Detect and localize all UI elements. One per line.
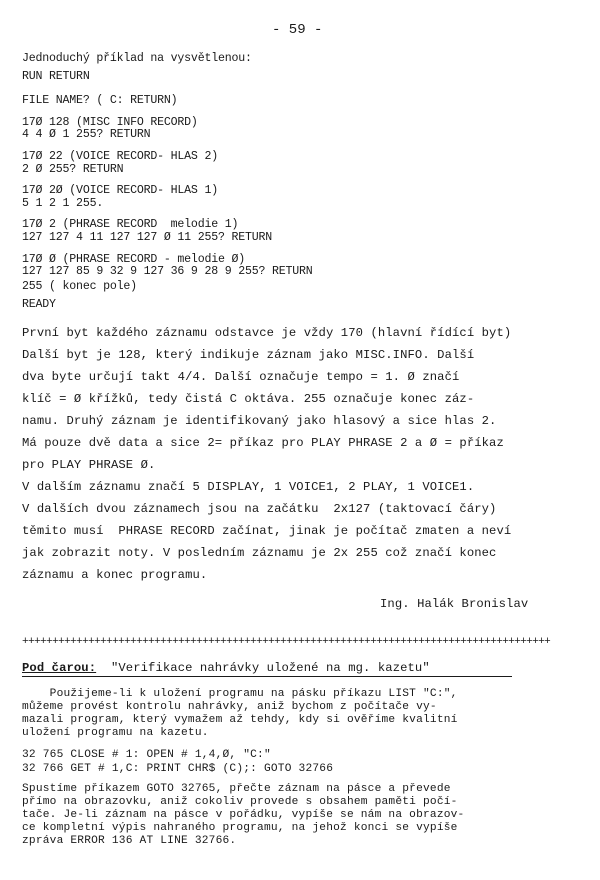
section-title: "Verifikace nahrávky uložené na mg. kazetu" (110, 661, 430, 675)
example-line: 5 1 2 1 255. (22, 197, 104, 210)
paragraph-line: uložení programu na kazetu. (22, 727, 209, 739)
example-line: 255 ( konec pole) (22, 280, 137, 293)
page-number: - 59 - (272, 22, 323, 38)
example-line: FILE NAME? ( C: RETURN) (22, 94, 178, 107)
explanation-line: namu. Druhý záznam je identifikovaný jako hlasový a sice hlas 2. (22, 414, 497, 428)
section-heading (22, 661, 430, 675)
paragraph-line: mazali program, který vymažem až tehdy, kdy si ověříme kvalitní (22, 714, 458, 726)
explanation-line: klíč = Ø křížků, tedy čistá C oktáva. 255 označuje konec záz- (22, 392, 475, 406)
paragraph-line: můžeme provést kontrolu nahrávky, aniž bychom z počítače vy- (22, 701, 437, 713)
example-line: 17Ø 22 (VOICE RECORD- HLAS 2) (22, 150, 218, 163)
example-line: READY (22, 298, 56, 311)
author-signature: Ing. Halák Bronislav (380, 597, 529, 611)
explanation-line: V dalším záznamu značí 5 DISPLAY, 1 VOICE1, 2 PLAY, 1 VOICE1. (22, 480, 475, 494)
heading-rule (22, 676, 512, 677)
example-intro: Jednoduchý příklad na vysvětlenou: (22, 52, 252, 65)
explanation-line: pro PLAY PHRASE Ø. (22, 458, 156, 472)
explanation-line: záznamu a konec programu. (22, 568, 208, 582)
example-line: 4 4 Ø 1 255? RETURN (22, 128, 151, 141)
paragraph-line: tače. Je-li záznam na pásce v pořádku, vypíše se nám na obrazov- (22, 809, 465, 821)
explanation-line: jak zobrazit noty. V posledním záznamu je 2x 255 což značí konec (22, 546, 497, 560)
example-line: RUN RETURN (22, 70, 90, 83)
paragraph-line: ce kompletní výpis nahraného programu, na jehož konci se vypíše (22, 822, 458, 834)
code-line: 32 766 GET # 1,C: PRINT CHR$ (C);: GOTO 32766 (22, 763, 334, 775)
paragraph-line: Spustíme příkazem GOTO 32765, přečte záznam na pásce a převede (22, 783, 451, 795)
explanation-line: dva byte určují takt 4/4. Další označuje tempo = 1. Ø značí (22, 370, 460, 384)
example-line: 2 Ø 255? RETURN (22, 163, 124, 176)
paragraph-line: přímo na obrazovku, aniž cokoliv provede s obsahem paměti počí- (22, 796, 458, 808)
example-line: 17Ø 128 (MISC INFO RECORD) (22, 116, 198, 129)
example-line: 17Ø 2Ø (VOICE RECORD- HLAS 1) (22, 184, 218, 197)
code-line: 32 765 CLOSE # 1: OPEN # 1,4,Ø, "C:" (22, 749, 271, 761)
paragraph-line: zpráva ERROR 136 AT LINE 32766. (22, 835, 237, 847)
paragraph-line: Použijeme-li k uložení programu na pásku příkazu LIST "C:", (22, 688, 458, 700)
example-line: 17Ø 2 (PHRASE RECORD melodie 1) (22, 218, 239, 231)
explanation-line: těmito musí PHRASE RECORD začínat, jinak je počítač zmaten a neví (22, 524, 512, 538)
plus-separator: ++++++++++++++++++++++++++++++++++++++++++++++++++++++++++++++++++++++++++++++++++++++++ (22, 636, 551, 648)
example-line: 127 127 85 9 32 9 127 36 9 28 9 255? RETURN (22, 265, 313, 278)
explanation-line: Další byt je 128, který indikuje záznam jako MISC.INFO. Další (22, 348, 475, 362)
example-line: 17Ø Ø (PHRASE RECORD - melodie Ø) (22, 253, 245, 266)
explanation-line: Má pouze dvě data a sice 2= příkaz pro PLAY PHRASE 2 a Ø = příkaz (22, 436, 504, 450)
explanation-line: V dalších dvou záznamech jsou na začátku 2x127 (taktovací čáry) (22, 502, 497, 516)
section-label: Pod čarou: (22, 661, 97, 675)
explanation-line: První byt každého záznamu odstavce je vždy 170 (hlavní řídící byt) (22, 326, 512, 340)
example-line: 127 127 4 11 127 127 Ø 11 255? RETURN (22, 231, 273, 244)
